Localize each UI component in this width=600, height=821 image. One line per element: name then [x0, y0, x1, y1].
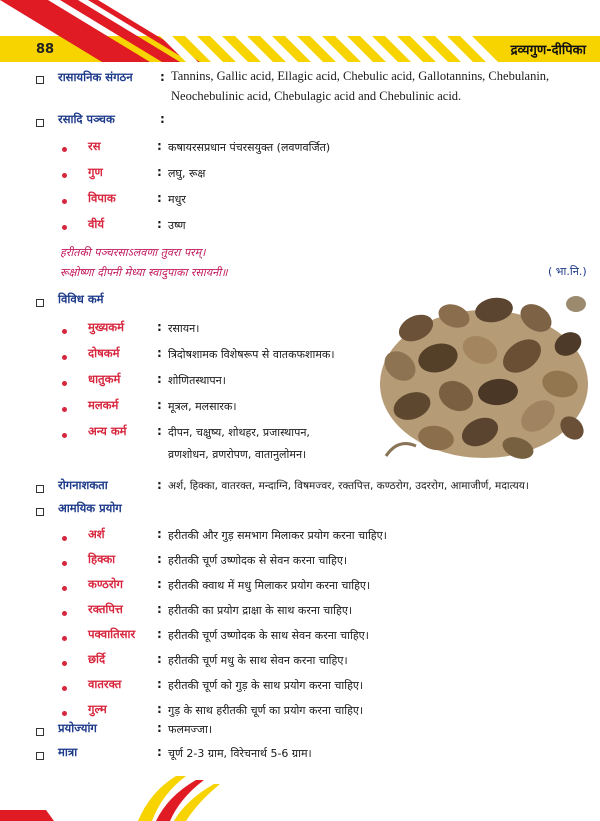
rasadi-item-name: विपाक: [88, 191, 116, 205]
colon: :: [157, 627, 162, 641]
karma-item-name: मुख्यकर्म: [88, 320, 124, 334]
prayoga-item-name: वातरक्त: [88, 677, 122, 691]
prayoga-item-name: छर्दि: [88, 652, 106, 666]
section-bullet: [36, 752, 44, 760]
prayoga-item-name: गुल्म: [88, 702, 107, 716]
prayojyanga-label: प्रयोज्यांग: [58, 721, 97, 735]
matra-label: मात्रा: [58, 745, 78, 759]
item-bullet: [62, 686, 67, 691]
colon: :: [157, 372, 162, 386]
haritaki-fruit-photo: [376, 288, 588, 464]
karma-label: विविध कर्म: [58, 292, 104, 306]
footer-stripe-decoration: [0, 762, 600, 821]
rasadi-item-name: गुण: [88, 165, 103, 179]
colon: :: [157, 552, 162, 566]
rasadi-item-name: रस: [88, 139, 101, 153]
prayoga-item-name: रक्तपित्त: [88, 602, 123, 616]
karma-item-value-cont: व्रणशोधन, व्रणरोपण, वातानुलोमन।: [168, 448, 307, 461]
section-bullet: [36, 76, 44, 84]
item-bullet: [62, 636, 67, 641]
prayoga-item-value: गुड़ के साथ हरीतकी चूर्ण का प्रयोग करना चाहिए।: [168, 704, 364, 717]
section-bullet: [36, 119, 44, 127]
chemical-text-line1: Tannins, Gallic acid, Ellagic acid, Chebulic acid, Gallotannins, Chebulanin,: [171, 69, 550, 83]
prayoga-item-name: कण्ठरोग: [88, 577, 124, 591]
colon: :: [157, 346, 162, 360]
rasadi-item-value: कषायरसप्रधान पंचरसयुक्त (लवणवर्जित): [168, 141, 331, 154]
prayoga-item-value: हरीतकी चूर्ण उष्णोदक के साथ सेवन करना चाहिए।: [168, 629, 369, 642]
colon: :: [157, 702, 162, 716]
item-bullet: [62, 225, 67, 230]
rasadi-item-value: मधुर: [168, 193, 186, 206]
colon: :: [157, 478, 162, 492]
prayoga-item-value: हरीतकी और गुड़ समभाग मिलाकर प्रयोग करना चाहिए।: [168, 529, 387, 542]
colon: :: [157, 721, 162, 735]
karma-item-name: धातुकर्म: [88, 372, 121, 386]
prayojyanga-text: फलमज्जा।: [168, 723, 212, 736]
karma-item-name: मलकर्म: [88, 398, 119, 412]
prayoga-item-value: हरीतकी चूर्ण को गुड़ के साथ प्रयोग करना चाहिए।: [168, 679, 364, 692]
colon: :: [160, 70, 165, 84]
colon: :: [157, 320, 162, 334]
roganashakata-label: रोगनाशकता: [58, 478, 108, 492]
item-bullet: [62, 147, 67, 152]
item-bullet: [62, 433, 67, 438]
item-bullet: [62, 661, 67, 666]
header-stripe-decoration: [0, 0, 600, 70]
rasadi-label: रसादि पञ्चक: [58, 112, 115, 126]
prayoga-item-value: हरीतकी चूर्ण उष्णोदक से सेवन करना चाहिए।: [168, 554, 348, 567]
rasadi-item-value: लघु, रूक्ष: [168, 167, 206, 180]
colon: :: [157, 577, 162, 591]
item-bullet: [62, 561, 67, 566]
prayoga-item-name: अर्श: [88, 527, 105, 541]
karma-item-value: दीपन, चक्षुष्य, शोथहर, प्रजास्थापन,: [168, 426, 310, 439]
colon: :: [157, 217, 162, 231]
verse-source: ( भा.नि.): [548, 265, 587, 278]
karma-item-value: शोणितस्थापन।: [168, 374, 226, 387]
item-bullet: [62, 407, 67, 412]
colon: :: [157, 677, 162, 691]
karma-item-name: दोषकर्म: [88, 346, 120, 360]
colon: :: [157, 652, 162, 666]
karma-item-name: अन्य कर्म: [88, 424, 127, 438]
item-bullet: [62, 536, 67, 541]
item-bullet: [62, 355, 67, 360]
colon: :: [157, 602, 162, 616]
matra-text: चूर्ण 2-3 ग्राम, विरेचनार्थ 5-6 ग्राम।: [168, 747, 312, 760]
prayoga-item-value: हरीतकी का प्रयोग द्राक्षा के साथ करना चाहिए।: [168, 604, 353, 617]
chemical-label: रासायनिक संगठन: [58, 70, 133, 84]
colon: :: [157, 745, 162, 759]
karma-item-value: रसायन।: [168, 322, 200, 335]
prayoga-item-name: पक्वातिसार: [88, 627, 136, 641]
roganashakata-text: अर्श, हिक्का, वातरक्त, मन्दाग्नि, विषमज्वर, रक्तपित्त, कण्ठरोग, उदररोग, आमाजीर्ण, मदात्यय।: [168, 480, 529, 492]
colon: :: [157, 424, 162, 438]
verse-line-1: हरीतकी पञ्चरसाऽलवणा तुवरा परम्।: [60, 246, 206, 259]
verse-line-2: रूक्षोष्णा दीपनी मेध्या स्वादुपाका रसायनी॥: [60, 266, 228, 279]
section-bullet: [36, 299, 44, 307]
item-bullet: [62, 329, 67, 334]
colon: :: [157, 398, 162, 412]
karma-item-value: मूत्रल, मलसारक।: [168, 400, 237, 413]
colon: :: [157, 527, 162, 541]
section-bullet: [36, 728, 44, 736]
item-bullet: [62, 611, 67, 616]
item-bullet: [62, 199, 67, 204]
prayoga-item-name: हिक्का: [88, 552, 116, 566]
item-bullet: [62, 586, 67, 591]
karma-item-value: त्रिदोषशामक विशेषरूप से वातकफशामक।: [168, 348, 335, 361]
item-bullet: [62, 711, 67, 716]
prayoga-label: आमयिक प्रयोग: [58, 501, 122, 515]
prayoga-item-value: हरीतकी क्वाथ में मधु मिलाकर प्रयोग करना चाहिए।: [168, 579, 371, 592]
prayoga-item-value: हरीतकी चूर्ण मधु के साथ सेवन करना चाहिए।: [168, 654, 348, 667]
item-bullet: [62, 173, 67, 178]
chemical-text-line2: Neochebulinic acid, Chebulagic acid and Chebulinic acid.: [171, 89, 462, 103]
colon: :: [157, 191, 162, 205]
page-number: 88: [36, 42, 55, 57]
colon: :: [160, 112, 165, 126]
book-title: द्रव्यगुण-दीपिका: [510, 43, 586, 58]
colon: :: [157, 139, 162, 153]
rasadi-item-name: वीर्य: [88, 217, 105, 231]
section-bullet: [36, 485, 44, 493]
colon: :: [157, 165, 162, 179]
section-bullet: [36, 508, 44, 516]
item-bullet: [62, 381, 67, 386]
rasadi-item-value: उष्ण: [168, 219, 186, 232]
